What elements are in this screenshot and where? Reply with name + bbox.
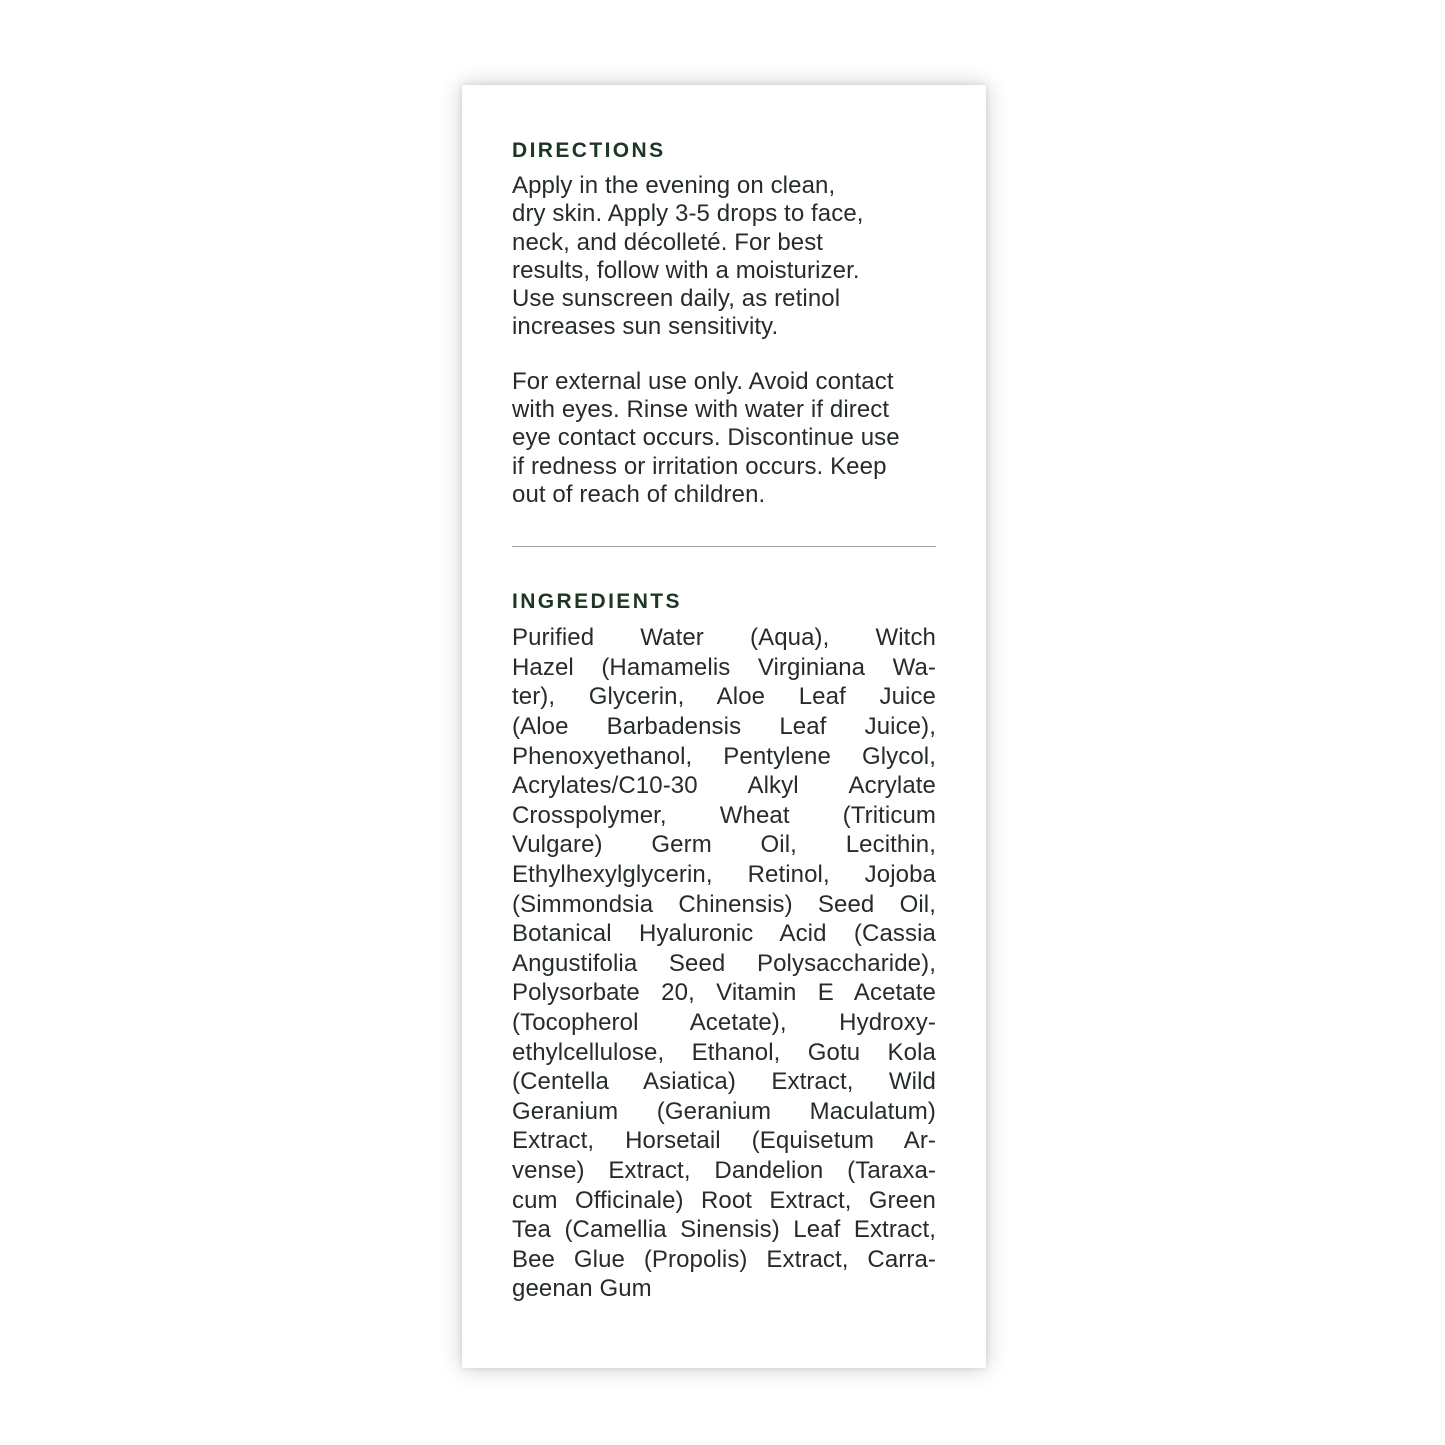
text-line: (Centella Asiatica) Extract, Wild	[512, 1068, 936, 1096]
text-line: results, follow with a moisturizer.	[512, 256, 860, 284]
text-line: (Tocopherol Acetate), Hydroxy-	[512, 1008, 936, 1036]
text-line: (Aloe Barbadensis Leaf Juice),	[512, 713, 936, 741]
text-line: increases sun sensitivity.	[512, 313, 779, 341]
directions-heading: DIRECTIONS	[512, 139, 666, 162]
text-line: Purified Water (Aqua), Witch	[512, 624, 936, 652]
ingredients-list	[512, 623, 936, 1304]
text-line: vense) Extract, Dandelion (Taraxa-	[512, 1156, 936, 1184]
text-line: neck, and décolleté. For best	[512, 228, 824, 256]
text-line: dry skin. Apply 3-5 drops to face,	[512, 200, 864, 228]
text-line: Geranium (Geranium Maculatum)	[512, 1097, 936, 1125]
text-line: out of reach of children.	[512, 480, 766, 508]
text-line: ter), Glycerin, Aloe Leaf Juice	[512, 683, 936, 711]
ingredients-heading: INGREDIENTS	[512, 590, 682, 614]
text-line: Apply in the evening on clean,	[512, 172, 836, 199]
ingredients-section	[512, 590, 936, 1304]
text-line: ethylcellulose, Ethanol, Gotu Kola	[512, 1038, 936, 1066]
directions-paragraph-warnings	[512, 368, 936, 509]
text-line: Hazel (Hamamelis Virginiana Wa-	[512, 653, 936, 681]
directions-section	[512, 139, 936, 509]
text-line: with eyes. Rinse with water if direct	[512, 396, 890, 424]
text-line: Crosspolymer, Wheat (Triticum	[512, 801, 936, 829]
text-line: eye contact occurs. Discontinue use	[512, 424, 900, 452]
text-line: Extract, Horsetail (Equisetum Ar-	[512, 1127, 936, 1155]
text-line: if redness or irritation occurs. Keep	[512, 452, 887, 480]
section-divider	[512, 546, 936, 547]
text-line: Bee Glue (Propolis) Extract, Carra-	[512, 1245, 936, 1273]
text-line: Botanical Hyaluronic Acid (Cassia	[512, 920, 936, 948]
text-line: Vulgare) Germ Oil, Lecithin,	[512, 831, 936, 859]
text-line: (Simmondsia Chinensis) Seed Oil,	[512, 890, 936, 918]
text-line: cum Officinale) Root Extract, Green	[512, 1186, 936, 1214]
text-line: Tea (Camellia Sinensis) Leaf Extract,	[512, 1216, 936, 1244]
text-line: Phenoxyethanol, Pentylene Glycol,	[512, 742, 936, 770]
text-line: geenan Gum	[512, 1275, 652, 1303]
text-line: Angustifolia Seed Polysaccharide),	[512, 949, 936, 977]
text-line: Use sunscreen daily, as retinol	[512, 285, 841, 313]
text-line: Acrylates/C10-30 Alkyl Acrylate	[512, 772, 936, 800]
product-label-panel	[462, 85, 986, 1368]
directions-paragraph-application	[512, 172, 936, 342]
text-line: Ethylhexylglycerin, Retinol, Jojoba	[512, 861, 936, 889]
text-line: For external use only. Avoid contact	[512, 367, 894, 395]
text-line: Polysorbate 20, Vitamin E Acetate	[512, 979, 936, 1007]
